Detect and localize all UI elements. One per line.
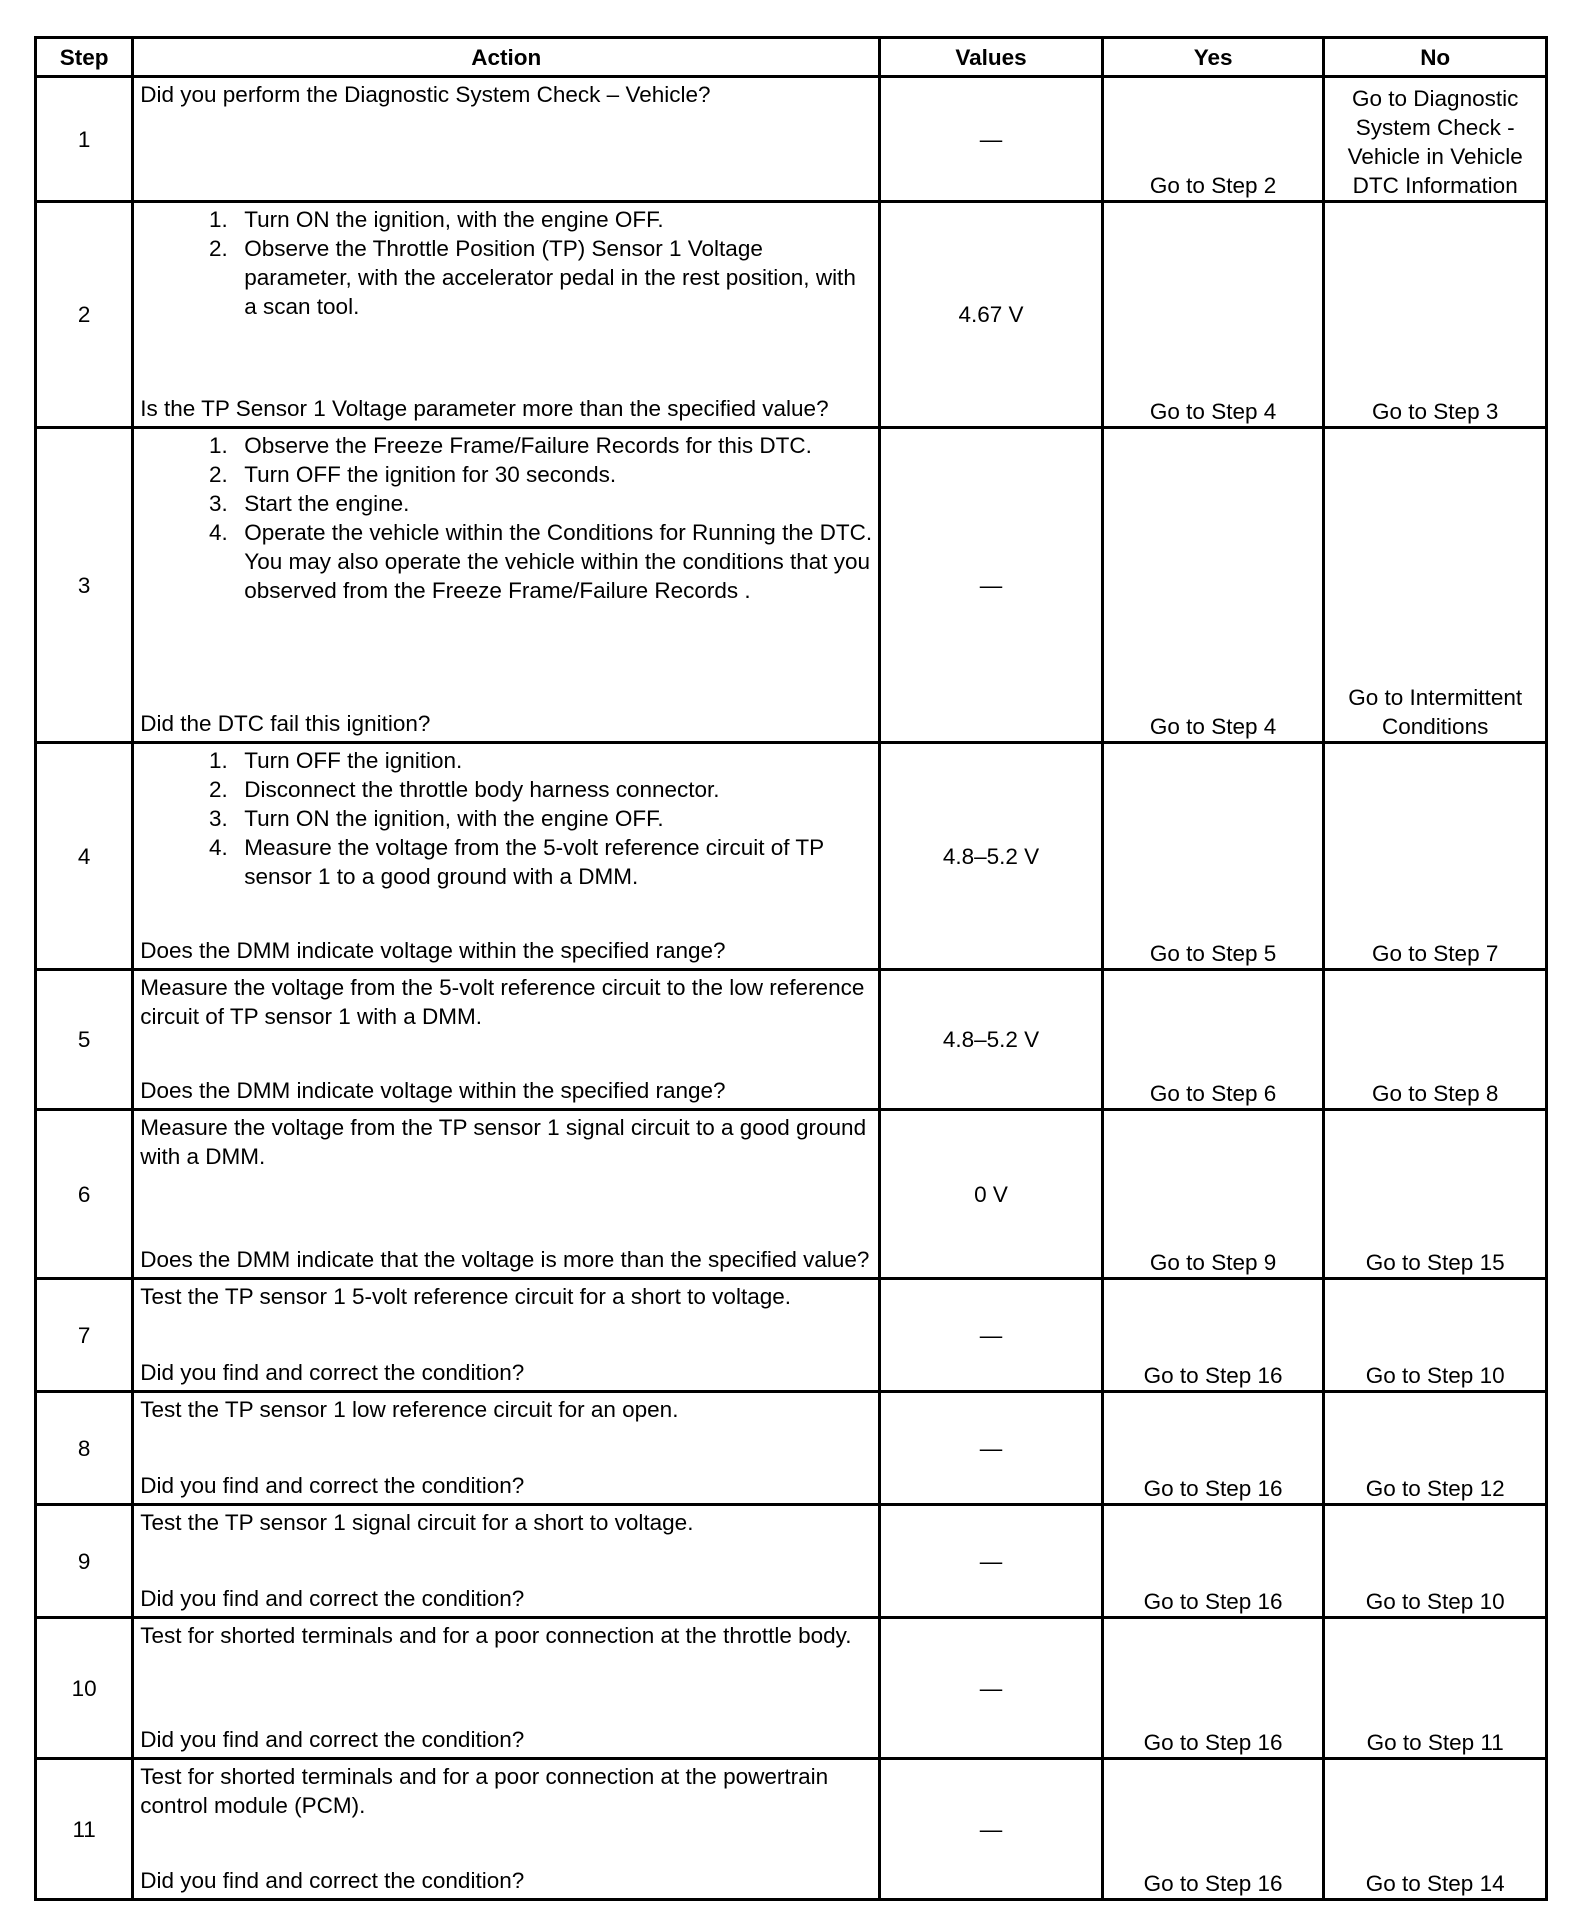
header-yes: Yes [1102, 38, 1324, 77]
table-row [36, 202, 1547, 428]
action-steps-list [140, 205, 872, 321]
yes-cell: Go to Step 6 [1102, 970, 1324, 1110]
table-row [36, 743, 1547, 970]
step-number: 2 [36, 202, 133, 428]
no-cell: Go to Diagnostic System Check - Vehicle in Vehicle DTC Information [1324, 77, 1547, 202]
yes-cell: Go to Step 4 [1102, 202, 1324, 428]
action-question: Did you find and correct the condition? [140, 1586, 525, 1611]
action-text: Test the TP sensor 1 low reference circuit for an open. [140, 1397, 679, 1422]
values-cell: — [880, 1279, 1103, 1392]
values-cell: — [880, 1392, 1103, 1505]
values-cell: — [880, 1505, 1103, 1618]
header-row [36, 38, 1547, 77]
yes-cell: Go to Step 2 [1102, 77, 1324, 202]
action-step-item: 1. Turn OFF the ignition. [240, 746, 872, 775]
no-cell: Go to Step 10 [1324, 1505, 1547, 1618]
step-number: 4 [36, 743, 133, 970]
action-cell [133, 1618, 880, 1759]
values-cell: — [880, 77, 1103, 202]
action-question: Did you find and correct the condition? [140, 1360, 525, 1385]
header-action: Action [133, 38, 880, 77]
action-step-item: 4. Measure the voltage from the 5-volt reference circuit of TP sensor 1 to a good ground with a DMM. [240, 833, 872, 891]
step-number: 5 [36, 970, 133, 1110]
action-text: Measure the voltage from the TP sensor 1 signal circuit to a good ground with a DMM. [140, 1115, 867, 1169]
values-cell: 4.67 V [880, 202, 1103, 428]
yes-cell: Go to Step 4 [1102, 428, 1324, 743]
action-cell [133, 77, 880, 202]
yes-cell: Go to Step 16 [1102, 1392, 1324, 1505]
step-number: 10 [36, 1618, 133, 1759]
action-step-item: 4. Operate the vehicle within the Conditions for Running the DTC. You may also operate the vehicle within the conditions that you observed from the Freeze Frame/Failure Records . [240, 518, 872, 605]
action-text: Test the TP sensor 1 5-volt reference circuit for a short to voltage. [140, 1284, 791, 1309]
action-steps-list [140, 431, 872, 605]
table-row [36, 77, 1547, 202]
table-row [36, 1618, 1547, 1759]
table-row [36, 1279, 1547, 1392]
action-text: Test for shorted terminals and for a poor connection at the throttle body. [140, 1623, 852, 1648]
action-text: Measure the voltage from the 5-volt reference circuit to the low reference circuit of TP sensor 1 with a DMM. [140, 975, 865, 1029]
values-cell: 4.8–5.2 V [880, 970, 1103, 1110]
action-cell [133, 1759, 880, 1900]
yes-cell: Go to Step 16 [1102, 1505, 1324, 1618]
header-step: Step [36, 38, 133, 77]
step-number: 3 [36, 428, 133, 743]
no-cell: Go to Step 11 [1324, 1618, 1547, 1759]
step-number: 11 [36, 1759, 133, 1900]
values-cell: 4.8–5.2 V [880, 743, 1103, 970]
action-question: Does the DMM indicate that the voltage is more than the specified value? [140, 1247, 870, 1272]
action-question: Did you find and correct the condition? [140, 1868, 525, 1893]
header-values: Values [880, 38, 1103, 77]
action-step-item: 2. Observe the Throttle Position (TP) Sensor 1 Voltage parameter, with the accelerator pedal in the rest position, with a scan tool. [240, 234, 872, 321]
action-step-item: 2. Disconnect the throttle body harness connector. [240, 775, 872, 804]
action-step-item: 1. Observe the Freeze Frame/Failure Records for this DTC. [240, 431, 872, 460]
yes-cell: Go to Step 9 [1102, 1110, 1324, 1279]
no-cell: Go to Step 12 [1324, 1392, 1547, 1505]
no-cell: Go to Step 7 [1324, 743, 1547, 970]
table-row [36, 1505, 1547, 1618]
action-cell [133, 202, 880, 428]
values-cell: 0 V [880, 1110, 1103, 1279]
header-no: No [1324, 38, 1547, 77]
action-step-item: 1. Turn ON the ignition, with the engine OFF. [240, 205, 872, 234]
no-cell: Go to Step 10 [1324, 1279, 1547, 1392]
step-number: 6 [36, 1110, 133, 1279]
action-question: Did the DTC fail this ignition? [140, 711, 431, 736]
no-cell: Go to Step 8 [1324, 970, 1547, 1110]
values-cell: — [880, 428, 1103, 743]
step-number: 1 [36, 77, 133, 202]
action-question: Does the DMM indicate voltage within the specified range? [140, 938, 726, 963]
action-question: Did you find and correct the condition? [140, 1727, 525, 1752]
action-question: Did you find and correct the condition? [140, 1473, 525, 1498]
action-text: Did you perform the Diagnostic System Check – Vehicle? [140, 82, 711, 107]
no-cell: Go to Step 15 [1324, 1110, 1547, 1279]
no-cell: Go to Intermittent Conditions [1324, 428, 1547, 743]
yes-cell: Go to Step 16 [1102, 1618, 1324, 1759]
action-question: Is the TP Sensor 1 Voltage parameter more than the specified value? [140, 396, 829, 421]
diagnostic-table [34, 36, 1548, 1901]
yes-cell: Go to Step 16 [1102, 1279, 1324, 1392]
action-text: Test the TP sensor 1 signal circuit for a short to voltage. [140, 1510, 694, 1535]
yes-cell: Go to Step 5 [1102, 743, 1324, 970]
action-cell [133, 970, 880, 1110]
action-step-item: 3. Turn ON the ignition, with the engine OFF. [240, 804, 872, 833]
no-cell: Go to Step 14 [1324, 1759, 1547, 1900]
values-cell: — [880, 1759, 1103, 1900]
step-number: 8 [36, 1392, 133, 1505]
action-question: Does the DMM indicate voltage within the specified range? [140, 1078, 726, 1103]
action-step-item: 3. Start the engine. [240, 489, 872, 518]
action-cell [133, 428, 880, 743]
table-row [36, 1759, 1547, 1900]
table-row [36, 970, 1547, 1110]
step-number: 9 [36, 1505, 133, 1618]
action-cell [133, 1505, 880, 1618]
action-cell [133, 1392, 880, 1505]
yes-cell: Go to Step 16 [1102, 1759, 1324, 1900]
action-cell [133, 743, 880, 970]
table-row [36, 1392, 1547, 1505]
action-cell [133, 1110, 880, 1279]
action-text: Test for shorted terminals and for a poor connection at the powertrain control module (PCM). [140, 1764, 829, 1818]
action-step-item: 2. Turn OFF the ignition for 30 seconds. [240, 460, 872, 489]
action-steps-list [140, 746, 872, 891]
action-cell [133, 1279, 880, 1392]
step-number: 7 [36, 1279, 133, 1392]
table-row [36, 428, 1547, 743]
no-cell: Go to Step 3 [1324, 202, 1547, 428]
table-row [36, 1110, 1547, 1279]
values-cell: — [880, 1618, 1103, 1759]
